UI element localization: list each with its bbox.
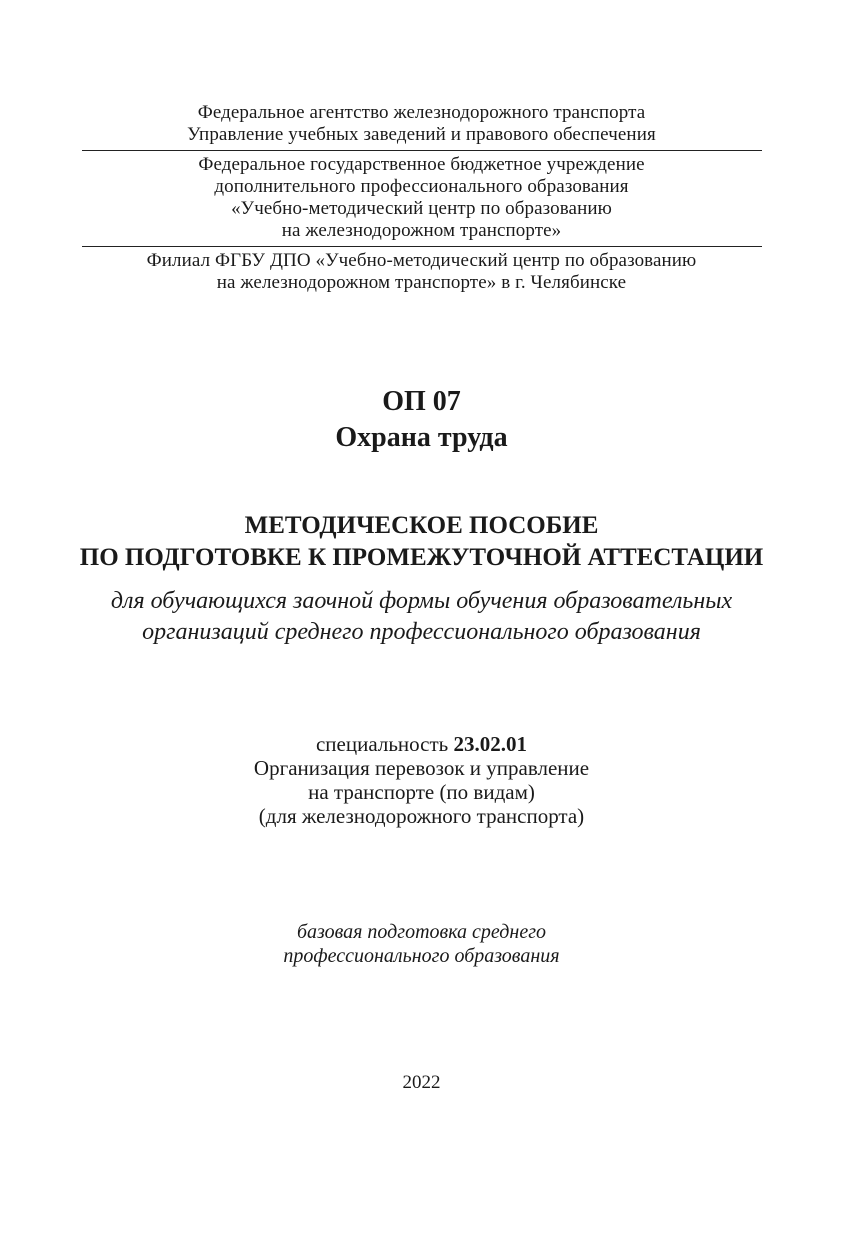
specialty-line-2: на транспорте (по видам) [308,780,535,804]
course-name: Охрана труда [335,422,508,453]
document-title-line-1: МЕТОДИЧЕСКОЕ ПОСОБИЕ [244,512,599,539]
header-divider-2 [82,246,762,247]
header-divider-1 [82,150,762,151]
specialty-block [0,732,843,828]
institution-line-1: Федеральное государственное бюджетное учреждение [198,154,645,175]
branch-line-2: на железнодорожном транспорте» в г. Челябинске [216,272,627,293]
institution-line-3: «Учебно-методический центр по образованию [231,198,612,219]
level-line-2: профессионального образования [283,945,560,967]
specialty-label: специальность [315,732,449,756]
agency-block [0,102,843,146]
specialty-heading [0,732,843,756]
document-audience [0,586,843,648]
branch-block [0,250,843,294]
document-title [0,510,843,574]
institution-block [0,154,843,242]
training-level [0,920,843,968]
document-title-line-2: ПО ПОДГОТОВКЕ К ПРОМЕЖУТОЧНОЙ АТТЕСТАЦИИ [79,544,764,571]
audience-line-2: организаций среднего профессионального образования [142,619,701,645]
specialty-code: 23.02.01 [453,732,527,756]
agency-line-1: Федеральное агентство железнодорожного транспорта [197,102,646,123]
course-code: ОП 07 [382,386,461,417]
specialty-line-3: (для железнодорожного транспорта) [258,804,585,828]
specialty-line-1: Организация перевозок и управление [253,756,590,780]
publication-year: 2022 [402,1072,441,1093]
institution-line-4: на железнодорожном транспорте» [281,220,562,241]
institution-line-2: дополнительного профессионального образования [214,176,629,197]
audience-line-1: для обучающихся заочной формы обучения образовательных [110,588,733,614]
agency-line-2: Управление учебных заведений и правового обеспечения [187,124,656,145]
course-block [0,384,843,456]
level-line-1: базовая подготовка среднего [296,921,547,943]
branch-line-1: Филиал ФГБУ ДПО «Учебно-методический центр по образованию [146,250,697,271]
